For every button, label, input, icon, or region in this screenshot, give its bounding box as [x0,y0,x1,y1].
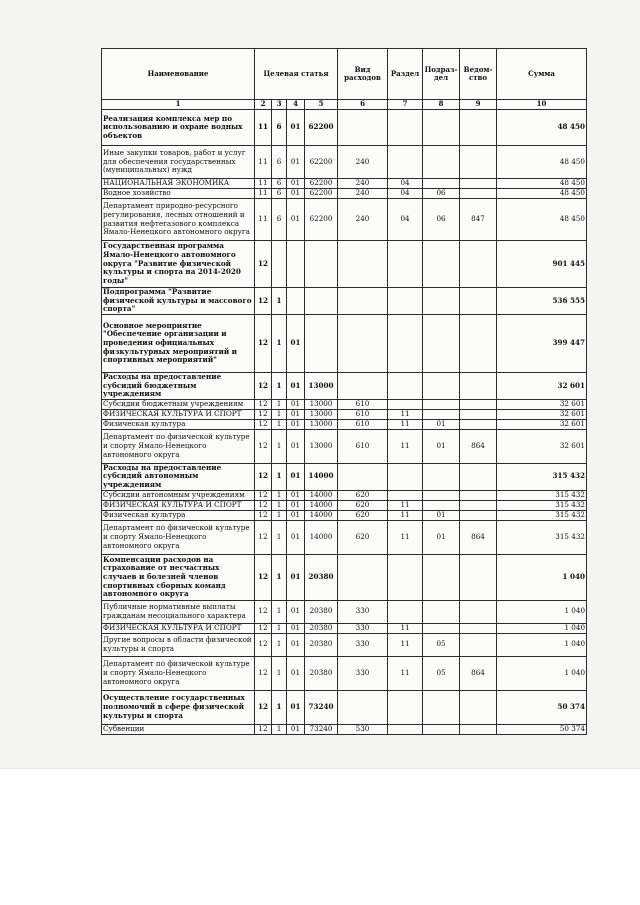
target-code-1-cell: 12 [255,500,272,510]
section-cell [388,690,423,724]
expense-type-cell: 330 [338,656,388,690]
header-sum: Сумма [497,49,587,100]
column-number: 9 [460,100,497,110]
table-row [102,623,587,633]
expense-type-cell [338,554,388,600]
target-code-4-cell: 62200 [305,179,338,189]
expense-type-cell: 240 [338,189,388,199]
table-row [102,199,587,241]
target-code-3-cell: 01 [287,490,305,500]
target-code-3-cell: 01 [287,520,305,554]
table-row [102,241,587,288]
subsection-cell: 05 [423,633,460,656]
expense-type-cell: 610 [338,399,388,409]
target-code-4-cell: 14000 [305,510,338,520]
department-cell: 864 [460,520,497,554]
target-code-2-cell [272,241,287,288]
target-code-2-cell: 6 [272,199,287,241]
department-cell [460,500,497,510]
sum-cell: 536 555 [497,288,587,315]
table-row [102,429,587,463]
department-cell [460,419,497,429]
table-body [102,110,587,735]
subsection-cell [423,372,460,399]
department-cell [460,399,497,409]
table-row [102,554,587,600]
sum-cell: 315 432 [497,463,587,490]
subsection-cell: 06 [423,189,460,199]
target-code-2-cell: 1 [272,724,287,734]
section-cell: 11 [388,510,423,520]
sum-cell: 1 040 [497,600,587,623]
target-code-1-cell: 12 [255,429,272,463]
subsection-cell: 05 [423,656,460,690]
section-cell: 11 [388,419,423,429]
target-code-2-cell: 1 [272,600,287,623]
sum-cell: 1 040 [497,656,587,690]
target-code-2-cell: 1 [272,633,287,656]
table-row [102,463,587,490]
target-code-3-cell: 01 [287,463,305,490]
section-cell [388,372,423,399]
subsection-cell [423,110,460,146]
target-code-3-cell: 01 [287,554,305,600]
sum-cell: 32 601 [497,399,587,409]
section-cell: 11 [388,520,423,554]
subsection-cell: 06 [423,199,460,241]
target-code-2-cell: 1 [272,490,287,500]
target-code-2-cell: 1 [272,554,287,600]
target-code-3-cell: 01 [287,656,305,690]
section-cell: 11 [388,623,423,633]
section-cell [388,399,423,409]
column-number: 3 [272,100,287,110]
section-cell: 11 [388,500,423,510]
section-cell: 04 [388,179,423,189]
department-cell: 847 [460,199,497,241]
sum-cell: 1 040 [497,623,587,633]
target-code-2-cell: 1 [272,510,287,520]
table-row [102,146,587,179]
subsection-cell [423,554,460,600]
row-name-cell: Департамент по физической культуре и спорту Ямало-Ненецкого автономного округа [102,520,255,554]
table-row [102,409,587,419]
target-code-1-cell: 11 [255,146,272,179]
subsection-cell [423,314,460,372]
column-number: 5 [305,100,338,110]
sum-cell: 1 040 [497,633,587,656]
section-cell [388,600,423,623]
row-name-cell: Физическая культура [102,419,255,429]
target-code-1-cell: 12 [255,409,272,419]
expense-type-cell [338,372,388,399]
department-cell [460,490,497,500]
expense-type-cell: 330 [338,600,388,623]
row-name-cell: Водное хозяйство [102,189,255,199]
subsection-cell [423,399,460,409]
expense-type-cell: 330 [338,623,388,633]
target-code-3-cell: 01 [287,146,305,179]
header-subsection: Подраз-дел [423,49,460,100]
sum-cell: 901 445 [497,241,587,288]
table-row [102,520,587,554]
table-row [102,490,587,500]
target-code-4-cell: 62200 [305,146,338,179]
expense-type-cell: 330 [338,633,388,656]
table-row [102,500,587,510]
header-section: Раздел [388,49,423,100]
target-code-4-cell: 20380 [305,656,338,690]
column-number: 1 [102,100,255,110]
department-cell [460,724,497,734]
table-header-row [102,49,587,100]
target-code-3-cell: 01 [287,199,305,241]
expense-type-cell: 620 [338,510,388,520]
target-code-1-cell: 12 [255,241,272,288]
subsection-cell [423,623,460,633]
target-code-4-cell: 62200 [305,110,338,146]
department-cell [460,110,497,146]
expense-type-cell [338,241,388,288]
column-number: 2 [255,100,272,110]
sum-cell: 48 450 [497,146,587,179]
section-cell: 11 [388,429,423,463]
target-code-4-cell: 20380 [305,554,338,600]
table-row [102,110,587,146]
row-name-cell: Физическая культура [102,510,255,520]
department-cell [460,409,497,419]
subsection-cell [423,490,460,500]
target-code-3-cell: 01 [287,110,305,146]
department-cell [460,633,497,656]
target-code-1-cell: 11 [255,179,272,189]
row-name-cell: Департамент по физической культуре и спорту Ямало-Ненецкого автономного округа [102,656,255,690]
table-row [102,372,587,399]
subsection-cell [423,500,460,510]
header-expense-type: Вид расходов [338,49,388,100]
target-code-4-cell: 14000 [305,490,338,500]
section-cell [388,241,423,288]
target-code-1-cell: 12 [255,314,272,372]
subsection-cell [423,724,460,734]
target-code-1-cell: 12 [255,520,272,554]
target-code-1-cell: 12 [255,690,272,724]
target-code-4-cell: 14000 [305,520,338,554]
expense-type-cell [338,463,388,490]
target-code-4-cell: 13000 [305,399,338,409]
target-code-3-cell: 01 [287,600,305,623]
subsection-cell: 01 [423,419,460,429]
target-code-2-cell: 6 [272,189,287,199]
target-code-4-cell [305,288,338,315]
expense-type-cell: 610 [338,429,388,463]
sum-cell: 315 432 [497,510,587,520]
department-cell [460,314,497,372]
department-cell [460,510,497,520]
expense-type-cell: 240 [338,199,388,241]
row-name-cell: Департамент природно-ресурсного регулирования, лесных отношений и развития нефтегазового комплекса Ямало-Ненецкого автономного округа [102,199,255,241]
table-row [102,179,587,189]
target-code-1-cell: 12 [255,623,272,633]
sum-cell: 32 601 [497,429,587,463]
target-code-4-cell: 14000 [305,500,338,510]
department-cell: 864 [460,656,497,690]
target-code-1-cell: 12 [255,724,272,734]
target-code-1-cell: 12 [255,490,272,500]
subsection-cell [423,463,460,490]
sum-cell: 48 450 [497,179,587,189]
subsection-cell [423,409,460,419]
table-row [102,656,587,690]
section-cell: 11 [388,633,423,656]
target-code-2-cell: 1 [272,429,287,463]
target-code-4-cell: 13000 [305,419,338,429]
target-code-3-cell [287,288,305,315]
subsection-cell [423,241,460,288]
expense-type-cell: 240 [338,146,388,179]
department-cell [460,463,497,490]
target-code-4-cell: 20380 [305,600,338,623]
column-number: 7 [388,100,423,110]
target-code-4-cell: 20380 [305,623,338,633]
target-code-4-cell [305,314,338,372]
target-code-3-cell: 01 [287,419,305,429]
target-code-3-cell: 01 [287,189,305,199]
row-name-cell: НАЦИОНАЛЬНАЯ ЭКОНОМИКА [102,179,255,189]
department-cell [460,600,497,623]
department-cell [460,554,497,600]
subsection-cell [423,146,460,179]
target-code-2-cell: 1 [272,314,287,372]
target-code-2-cell: 6 [272,146,287,179]
target-code-2-cell: 1 [272,409,287,419]
department-cell [460,288,497,315]
table-row [102,600,587,623]
subsection-cell: 01 [423,429,460,463]
expense-type-cell: 610 [338,409,388,419]
table-row [102,510,587,520]
header-target-article: Целевая статья [255,49,338,100]
section-cell [388,724,423,734]
target-code-4-cell: 73240 [305,690,338,724]
target-code-4-cell: 13000 [305,429,338,463]
row-name-cell: Другие вопросы в области физической культуры и спорта [102,633,255,656]
subsection-cell [423,690,460,724]
row-name-cell: ФИЗИЧЕСКАЯ КУЛЬТУРА И СПОРТ [102,623,255,633]
target-code-2-cell: 1 [272,372,287,399]
target-code-3-cell: 01 [287,724,305,734]
section-cell: 11 [388,656,423,690]
section-cell [388,288,423,315]
expense-type-cell: 610 [338,419,388,429]
target-code-3-cell [287,241,305,288]
target-code-2-cell: 1 [272,690,287,724]
row-name-cell: Расходы на предоставление субсидий автономным учреждениям [102,463,255,490]
target-code-3-cell: 01 [287,372,305,399]
target-code-2-cell: 1 [272,520,287,554]
sum-cell: 1 040 [497,554,587,600]
target-code-4-cell [305,241,338,288]
target-code-3-cell: 01 [287,633,305,656]
target-code-1-cell: 12 [255,288,272,315]
column-number-row [102,100,587,110]
sum-cell: 48 450 [497,189,587,199]
department-cell [460,179,497,189]
target-code-1-cell: 12 [255,656,272,690]
subsection-cell [423,600,460,623]
target-code-3-cell: 01 [287,510,305,520]
sum-cell: 32 601 [497,372,587,399]
expense-type-cell [338,110,388,146]
target-code-2-cell: 1 [272,623,287,633]
subsection-cell: 01 [423,510,460,520]
subsection-cell [423,288,460,315]
expense-type-cell: 240 [338,179,388,189]
target-code-4-cell: 20380 [305,633,338,656]
target-code-1-cell: 12 [255,510,272,520]
target-code-2-cell: 1 [272,288,287,315]
row-name-cell: Осуществление государственных полномочий в сфере физической культуры и спорта [102,690,255,724]
target-code-1-cell: 12 [255,600,272,623]
column-number: 8 [423,100,460,110]
subsection-cell [423,179,460,189]
department-cell [460,189,497,199]
target-code-1-cell: 12 [255,399,272,409]
sum-cell: 315 432 [497,490,587,500]
target-code-1-cell: 11 [255,189,272,199]
target-code-3-cell: 01 [287,690,305,724]
section-cell: 04 [388,199,423,241]
target-code-4-cell: 13000 [305,409,338,419]
row-name-cell: Публичные нормативные выплаты гражданам несоциального характера [102,600,255,623]
target-code-3-cell: 01 [287,409,305,419]
column-number: 4 [287,100,305,110]
table-row [102,419,587,429]
target-code-2-cell: 1 [272,500,287,510]
sum-cell: 50 374 [497,724,587,734]
department-cell: 864 [460,429,497,463]
table-row [102,288,587,315]
expense-type-cell: 620 [338,500,388,510]
section-cell [388,110,423,146]
target-code-3-cell: 01 [287,429,305,463]
section-cell [388,463,423,490]
department-cell [460,372,497,399]
section-cell: 04 [388,189,423,199]
section-cell [388,554,423,600]
section-cell [388,490,423,500]
expense-type-cell [338,314,388,372]
expense-type-cell: 620 [338,520,388,554]
target-code-1-cell: 11 [255,110,272,146]
row-name-cell: Расходы на предоставление субсидий бюджетным учреждениям [102,372,255,399]
table-row [102,314,587,372]
target-code-1-cell: 12 [255,554,272,600]
target-code-1-cell: 12 [255,463,272,490]
target-code-4-cell: 62200 [305,189,338,199]
sum-cell: 48 450 [497,110,587,146]
table-row [102,724,587,734]
row-name-cell: Подпрограмма "Развитие физической культуры и массового спорта" [102,288,255,315]
expense-type-cell: 530 [338,724,388,734]
sum-cell: 399 447 [497,314,587,372]
target-code-4-cell: 14000 [305,463,338,490]
sum-cell: 315 432 [497,500,587,510]
target-code-2-cell: 6 [272,179,287,189]
target-code-1-cell: 11 [255,199,272,241]
row-name-cell: Департамент по физической культуре и спорту Ямало-Ненецкого автономного округа [102,429,255,463]
target-code-2-cell: 1 [272,463,287,490]
target-code-3-cell: 01 [287,314,305,372]
target-code-2-cell: 1 [272,656,287,690]
row-name-cell: Реализация комплекса мер по использованию и охране водных объектов [102,110,255,146]
department-cell [460,241,497,288]
target-code-4-cell: 73240 [305,724,338,734]
sum-cell: 32 601 [497,409,587,419]
target-code-2-cell: 1 [272,399,287,409]
target-code-3-cell: 01 [287,179,305,189]
department-cell [460,623,497,633]
header-name: Наименование [102,49,255,100]
section-cell [388,314,423,372]
table-row [102,399,587,409]
row-name-cell: Иные закупки товаров, работ и услуг для обеспечения государственных (муниципальных) нужд [102,146,255,179]
budget-table [101,48,587,735]
target-code-1-cell: 12 [255,419,272,429]
sum-cell: 50 374 [497,690,587,724]
row-name-cell: ФИЗИЧЕСКАЯ КУЛЬТУРА И СПОРТ [102,409,255,419]
sum-cell: 32 601 [497,419,587,429]
section-cell: 11 [388,409,423,419]
row-name-cell: Основное мероприятие "Обеспечение организации и проведения официальных физкультурных мероприятий и спортивных мероприятий" [102,314,255,372]
department-cell [460,146,497,179]
row-name-cell: Субсидии автономным учреждениям [102,490,255,500]
expense-type-cell [338,288,388,315]
target-code-4-cell: 62200 [305,199,338,241]
row-name-cell: Компенсации расходов на страхование от несчастных случаев и болезней членов спортивных сборных команд автономного округа [102,554,255,600]
target-code-3-cell: 01 [287,623,305,633]
column-number: 10 [497,100,587,110]
target-code-3-cell: 01 [287,500,305,510]
expense-type-cell [338,690,388,724]
sum-cell: 48 450 [497,199,587,241]
table-row [102,189,587,199]
target-code-4-cell: 13000 [305,372,338,399]
sum-cell: 315 432 [497,520,587,554]
row-name-cell: Субсидии бюджетным учреждениям [102,399,255,409]
target-code-2-cell: 6 [272,110,287,146]
subsection-cell: 01 [423,520,460,554]
header-department: Ведом-ство [460,49,497,100]
table-row [102,690,587,724]
section-cell [388,146,423,179]
department-cell [460,690,497,724]
target-code-2-cell: 1 [272,419,287,429]
target-code-1-cell: 12 [255,372,272,399]
target-code-1-cell: 12 [255,633,272,656]
expense-type-cell: 620 [338,490,388,500]
target-code-3-cell: 01 [287,399,305,409]
table-row [102,633,587,656]
row-name-cell: ФИЗИЧЕСКАЯ КУЛЬТУРА И СПОРТ [102,500,255,510]
row-name-cell: Государственная программа Ямало-Ненецкого автономного округа "Развитие физической культуры и спорта на 2014-2020 годы" [102,241,255,288]
row-name-cell: Субвенции [102,724,255,734]
column-number: 6 [338,100,388,110]
